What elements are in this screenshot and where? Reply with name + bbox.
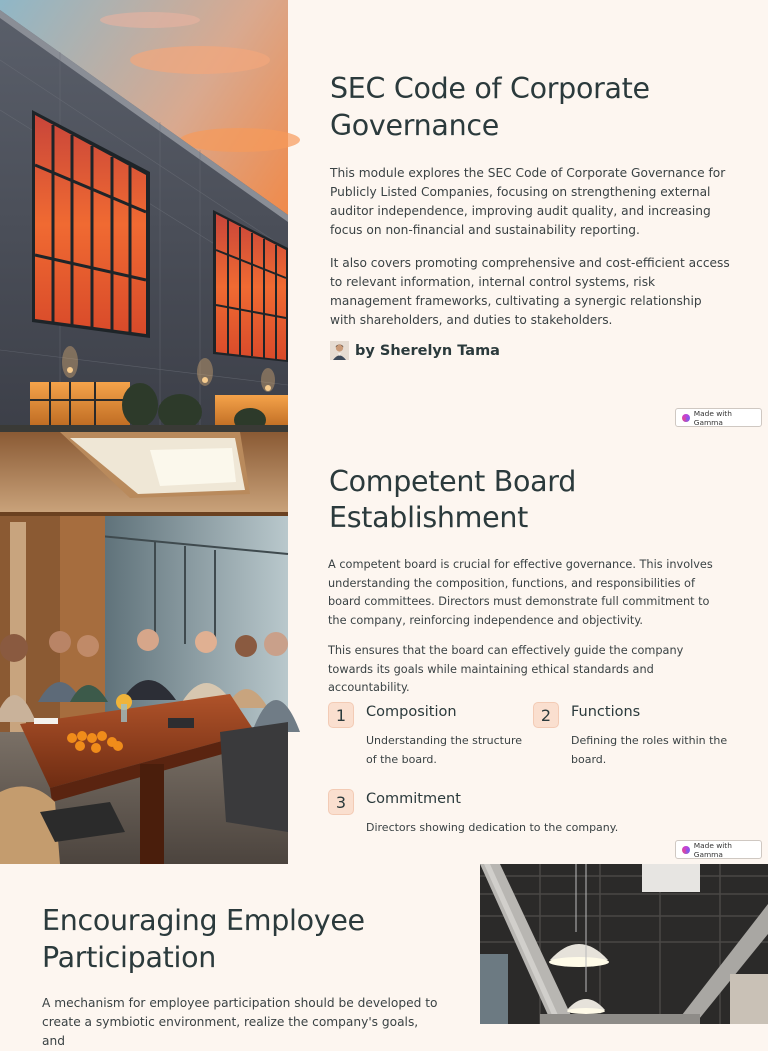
item-description: Defining the roles within the board. [571,734,728,766]
number-badge: 3 [328,789,354,815]
author-name: by Sherelyn Tama [355,342,500,359]
building-sunset-image [0,0,288,432]
gamma-logo-icon [682,414,690,422]
section-title: Competent Board Establishment [329,465,576,534]
item-description: Understanding the structure of the board. [366,734,523,766]
intro-paragraph: This module explores the SEC Code of Corporate Governance for Publicly Listed Companies, focusing on strengthening external auditor independence, improving audit quality, and increasing focus on non-financial and sustainability reporting. [330,166,726,237]
slide-competent-board [0,432,768,864]
author-avatar [330,341,349,360]
made-with-gamma-badge[interactable] [675,408,762,427]
made-with-gamma-badge[interactable] [675,840,762,859]
page-title: SEC Code of Corporate Governance [330,72,650,142]
board-importance-paragraph: A competent board is crucial for effective governance. This involves understanding the composition, functions, and responsibilities of board committees. Directors must demonstrate full commitment to the company, reinforcing independence and objectivity. [328,558,713,627]
boardroom-meeting-image [0,432,288,864]
board-outcome-paragraph: This ensures that the board can effectively guide the company towards its goals while maintaining ethical standards and accountability. [328,644,684,694]
participation-paragraph: A mechanism for employee participation should be developed to create a symbiotic environment, realize the company's goals, and [42,996,438,1048]
item-title: Commitment [366,791,461,807]
author-byline [330,341,500,360]
gamma-badge-label: Made with Gamma [693,840,732,859]
coverage-paragraph: It also covers promoting comprehensive and cost-efficient access to relevant information, internal control systems, risk management frameworks, cultivating a synergic relationship with shareholders, and duties to stakeholders. [330,256,730,327]
item-title: Functions [571,704,641,720]
item-description: Directors showing dedication to the company. [366,821,619,834]
slide-sec-code [0,0,768,432]
gamma-logo-icon [682,846,690,854]
slide-employee-participation [0,864,768,1048]
section-title: Encouraging Employee Participation [42,904,365,974]
office-ceiling-image [480,864,768,1024]
item-title: Composition [366,704,457,720]
number-badge: 1 [328,702,354,728]
gamma-badge-label: Made with Gamma [693,408,732,427]
number-badge: 2 [533,702,559,728]
